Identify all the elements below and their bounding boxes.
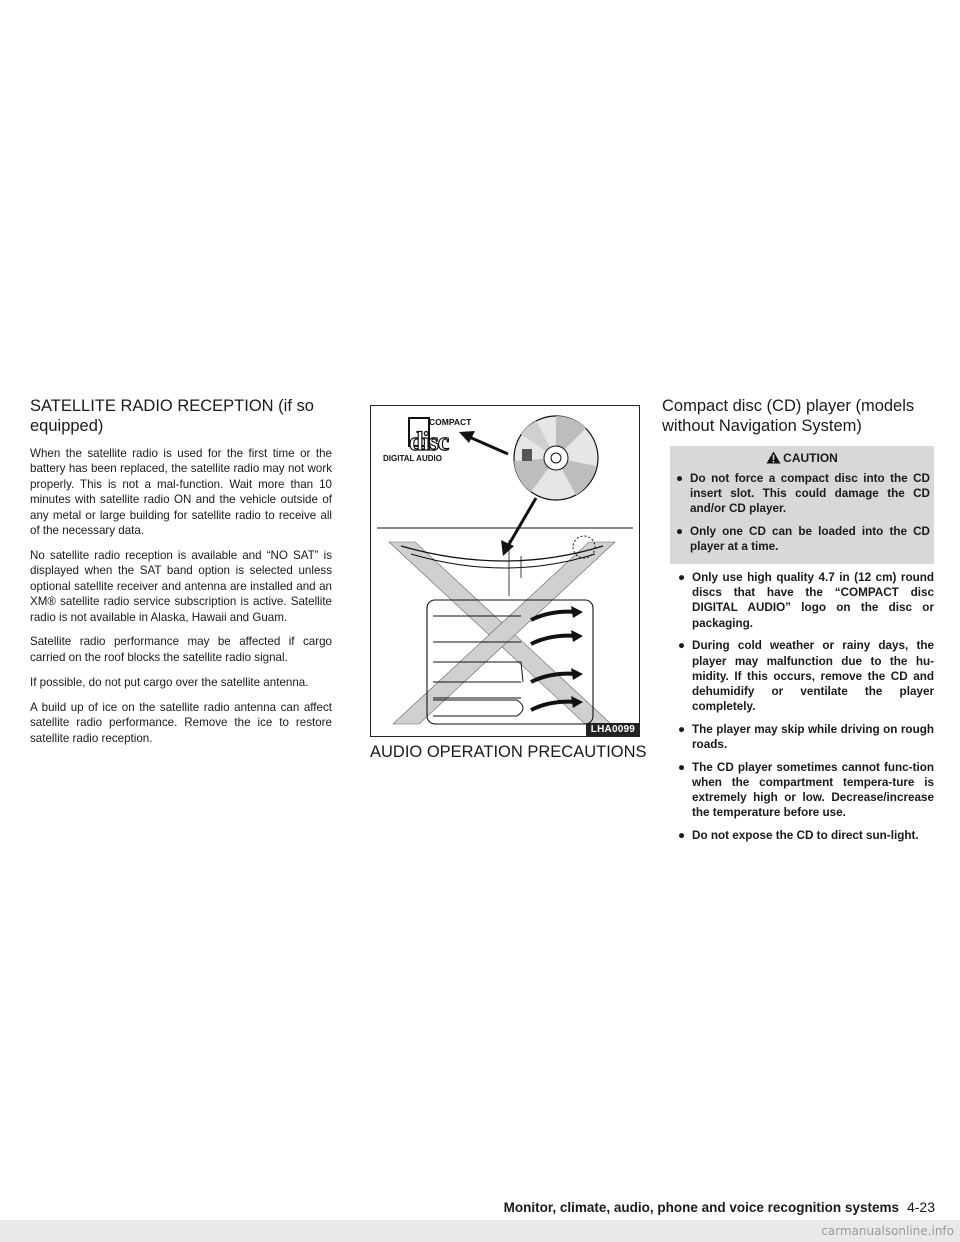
satellite-paragraph-2: No satellite radio reception is available and “NO SAT” is displayed when the SAT band option is selected unless optional satellite receiver and antenna are installed and an XM® satellite radio service subscription is active. Satellite radio is not available in Alaska, Hawaii and Guam.	[30, 548, 332, 624]
page-footer	[0, 1199, 935, 1215]
precaution-list	[672, 570, 934, 843]
svg-text:DIGITAL AUDIO: DIGITAL AUDIO	[383, 454, 442, 463]
bullet-icon: ●	[678, 760, 686, 774]
bullet-icon: ●	[676, 524, 684, 538]
bullet-icon: ●	[676, 472, 684, 485]
watermark-bar	[0, 1220, 960, 1242]
compact-disc-logo	[383, 417, 472, 463]
right-column	[662, 396, 934, 851]
precaution-item: ● The CD player sometimes cannot func-tion when the compartment tempera-ture is extremely high or low. Decrease/increase the temperature before use.	[678, 760, 934, 820]
cd-slot-diagram	[371, 406, 639, 736]
left-column	[30, 396, 332, 755]
precaution-item: ● During cold weather or rainy days, the player may malfunction due to the hu-midity. If this occurs, remove the CD and dehumidify or ventilate the player completely.	[678, 639, 934, 714]
satellite-paragraph-3: Satellite radio performance may be affected if cargo carried on the roof blocks the satellite radio signal.	[30, 635, 332, 664]
caution-box	[670, 446, 934, 564]
caution-title: CAUTION	[674, 450, 930, 466]
cd-player-heading: Compact disc (CD) player (models without Navigation System)	[662, 397, 915, 435]
compact-disc-icon	[514, 416, 598, 500]
audio-precautions-heading: AUDIO OPERATION PRECAUTIONS	[370, 743, 647, 761]
bullet-icon: ●	[678, 722, 686, 736]
precaution-item: ● The player may skip while driving on rough roads.	[678, 722, 934, 752]
bullet-icon: ●	[678, 639, 686, 653]
caution-item: ● Do not force a compact disc into the CD insert slot. This could damage the CD and/or CD player.	[676, 472, 930, 516]
svg-text:disc: disc	[409, 427, 449, 456]
warning-triangle-icon	[766, 451, 781, 464]
satellite-heading: SATELLITE RADIO RECEPTION (if so equipped)	[30, 397, 314, 435]
satellite-paragraph-1: When the satellite radio is used for the first time or the battery has been replaced, the satellite radio may not work properly. This is not a mal-function. Wait more than 10 minutes with satellite radio ON and the vehicle outside of any metal or large building for satellite radio to receive all of the necessary data.	[30, 447, 332, 538]
bullet-icon: ●	[678, 571, 686, 585]
cd-illustration	[370, 405, 640, 737]
page-number: 4-23	[906, 1199, 935, 1215]
precaution-item: ● Do not expose the CD to direct sun-light.	[678, 829, 919, 843]
caution-item: ● Only one CD can be loaded into the CD player at a time.	[676, 524, 930, 553]
svg-text:COMPACT: COMPACT	[429, 417, 472, 427]
section-title: Monitor, climate, audio, phone and voice recognition systems	[503, 1200, 899, 1215]
satellite-paragraph-4: If possible, do not put cargo over the satellite antenna.	[30, 675, 309, 689]
precaution-item: ● Only use high quality 4.7 in (12 cm) round discs that have the “COMPACT disc DIGITAL AUDIO” logo on the disc or packaging.	[678, 571, 934, 630]
satellite-paragraph-5: A build up of ice on the satellite radio antenna can affect satellite radio performance. Remove the ice to restore satellite radio reception.	[30, 700, 332, 745]
watermark-text: carmanualsonline.info	[821, 1224, 954, 1238]
figure-code-label: LHA0099	[586, 723, 639, 736]
bullet-icon: ●	[678, 829, 686, 843]
